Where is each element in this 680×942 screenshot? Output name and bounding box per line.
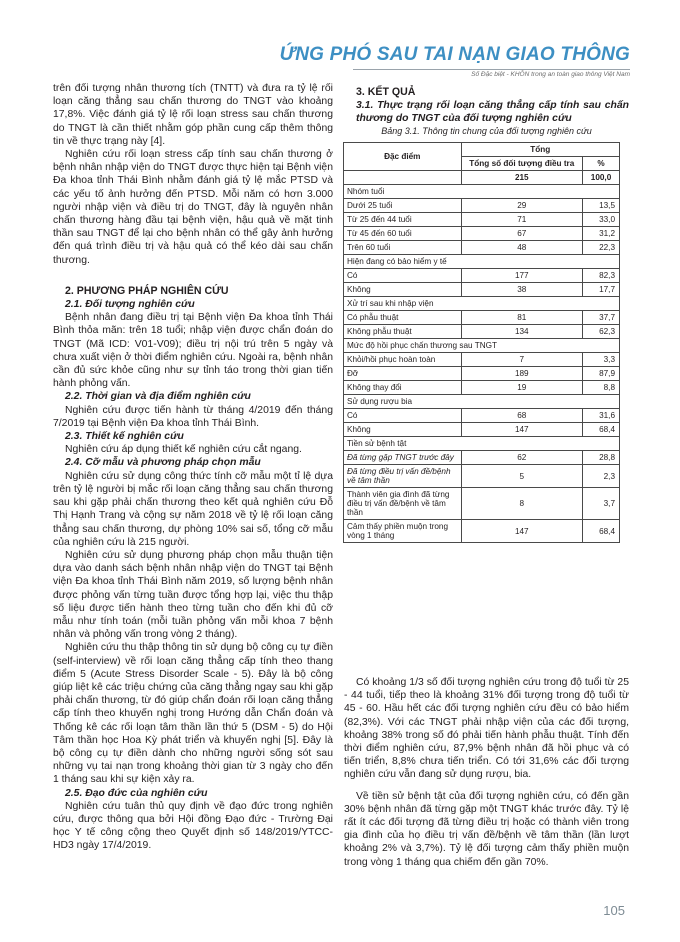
paragraph-2-3: Nghiên cứu áp dụng thiết kế nghiên cứu cắt ngang. (65, 444, 302, 456)
table-row (344, 367, 620, 381)
table-row (344, 325, 620, 339)
table-row (344, 283, 620, 297)
table-header-count: Tổng số đối tượng điều tra (461, 157, 583, 171)
table-row-count: 68 (461, 409, 583, 423)
running-header-subtitle: Số Đặc biệt - KHÔN trong an toàn giao thông Việt Nam (471, 71, 630, 78)
running-header-title: ỨNG PHÓ SAU TAI NẠN GIAO THÔNG (279, 44, 630, 65)
paragraph-2-4c: Nghiên cứu thu thập thông tin sử dụng bộ công cụ tự điền (self-interview) về rối loạn căng thẳng cấp tính theo thang điểm 5 (Acute Stress Disorder Scale - 5). Đây là bộ công giúp liệt kê các triệu chứng của căng thẳng ngay sau khi gặp phải chấn thương, từ đó giúp chẩn đoán rối loạn căng thẳng cấp tính theo khuyến nghị trong Hướng dẫn Chẩn đoán và Thống kê các rối loạn tâm thần lần thứ 5 (DSM - 5) do Hội Tâm thần học Hoa Kỳ phát triển và khuyến nghị [5]. Đây là bộ công cụ tự điền dành cho những người sống sót sau những vụ tai nạn trong khoảng thời gian từ 3 ngày cho đến 1 tháng sau khi sự kiện xảy ra. (53, 642, 333, 786)
subsection-heading-2-1: 2.1. Đối tượng nghiên cứu (65, 299, 195, 311)
results-paragraph-1: Có khoảng 1/3 số đối tượng nghiên cứu trong độ tuổi từ 25 - 44 tuổi, tiếp theo là khoảng 31% đối tượng trong độ tuổi từ 45 - 60. Hầu hết các đối tượng nghiên cứu đều có bảo hiểm (82,3%). Với các TNGT phải nhập viện của các đối tượng, khoảng 38% trong số đó phải tiến hành phẫu thuật. Tính đến thời điểm nghiên cứu, 87,9% bệnh nhân đã hồi phục và có tiến triển, 8,8% chưa tiến triển. Có tới 31,6% các đối tượng nghiên cứu vẫn đang sử dụng rượu, bia. (344, 677, 629, 781)
table-total-pct: 100,0 (583, 171, 620, 185)
section-heading-results: 3. KẾT QUẢ (356, 86, 416, 98)
table-row-pct: 8,8 (583, 381, 620, 395)
table-row (344, 451, 620, 465)
table-row-label: Đã từng gặp TNGT trước đây (344, 451, 462, 465)
table-row (344, 465, 620, 488)
table-header-total: Tổng (461, 143, 619, 157)
table-category-label: Hiện đang có bảo hiểm y tế (344, 255, 620, 269)
table-category-label: Xử trí sau khi nhập viện (344, 297, 620, 311)
table-row (344, 311, 620, 325)
table-row (344, 297, 620, 311)
table-row (344, 488, 620, 520)
paragraph-2-2: Nghiên cứu được tiến hành từ tháng 4/2019 đến tháng 7/2019 tại Bệnh viện Đa khoa tỉnh Thái Bình. (53, 404, 333, 429)
table-cell-empty (344, 171, 462, 185)
table-header-pct: % (583, 157, 620, 171)
table-row-count: 38 (461, 283, 583, 297)
table-category-label: Tiền sử bệnh tật (344, 437, 620, 451)
subsection-heading-2-5: 2.5. Đạo đức của nghiên cứu (65, 787, 208, 799)
table-row-label: Trên 60 tuổi (344, 241, 462, 255)
table-row (344, 255, 620, 269)
table-row-count: 81 (461, 311, 583, 325)
table-row-count: 147 (461, 520, 583, 543)
table-row-label: Không thay đổi (344, 381, 462, 395)
results-paragraph-2: Về tiền sử bệnh tật của đối tượng nghiên cứu, có đến gần 30% bệnh nhân đã từng gặp một TNGT khác trước đây. Tỷ lệ rất ít các đối tượng đã từng điều trị hoặc có thành viên trong gia đình của họ điều trị vấn đề/bệnh về tâm thần (lần lượt khoảng 2% và 3,7%). Tỷ lệ đối tượng cảm thấy phiền muộn trong vòng 1 tháng qua chiếm đến gần 70%. (344, 790, 629, 868)
table-row-count: 48 (461, 241, 583, 255)
table-row-count: 134 (461, 325, 583, 339)
table-row-count: 67 (461, 227, 583, 241)
table-row-count: 29 (461, 199, 583, 213)
table-row-count: 62 (461, 451, 583, 465)
table-row (344, 241, 620, 255)
table-row-pct: 17,7 (583, 283, 620, 297)
table-row (344, 395, 620, 409)
table-row-pct: 31,6 (583, 409, 620, 423)
paragraph-2-1: Bệnh nhân đang điều trị tại Bệnh viện Đa khoa tỉnh Thái Bình thỏa mãn: trên 18 tuổi; nhập viện được chẩn đoán do TNGT (Mã ICD: V01-V09); điều trị nội trú trên 5 ngày và chưa xuất viện ở thời điểm nghiên cứu. Ngoài ra, bệnh nhân cần đủ sức khỏe cũng như sự tỉnh táo trong thời gian tiến hành phỏng vấn. (53, 312, 333, 390)
section-heading-methods: 2. PHƯƠNG PHÁP NGHIÊN CỨU (65, 284, 229, 297)
subsection-heading-2-4: 2.4. Cỡ mẫu và phương pháp chọn mẫu (65, 457, 261, 469)
header-rule (353, 69, 630, 70)
table-row-label: Đã từng điều trị vấn đề/bệnh về tâm thần (344, 465, 462, 488)
paragraph-2-4b: Nghiên cứu sử dụng phương pháp chọn mẫu thuận tiện dựa vào danh sách bệnh nhân nhập viện do TNGT tại Bệnh viện Đa khoa tỉnh Thái Bình năm 2019, số lượng bệnh nhân được phỏng vấn từng tuần được tổng hợp lại, việc thu thập số liệu được tiến hành theo từng tuần cho đến khi đủ cỡ mẫu như tính toán (mỗi tuần phỏng vấn mỗi khoa 7 bệnh nhân và phỏng vấn trong vòng 2 tháng). (53, 549, 333, 641)
intro-paragraph-2: Nghiên cứu rối loạn stress cấp tính sau chấn thương ở bệnh nhân nhập viện do TNGT được thực hiện tại Bệnh viện Đa khoa tỉnh Thái Bình nhằm đánh giá tỷ lệ mắc PTSD và các yếu tố ảnh hưởng đến PTSD. Mỗi năm có hơn 3.000 người nhập viện và điều trị do TNGT, đây là nguyên nhân chấn thương hàng đầu tại bệnh viện, hậu quả về mặt tinh thần sau TNGT để lại cho bệnh nhân có thể gây ảnh hưởng đến quá trình điều trị và hậu quả có thể kéo dài sau chấn thương. (53, 149, 333, 266)
table-category-label: Mức độ hồi phục chấn thương sau TNGT (344, 339, 620, 353)
table-row-pct: 28,8 (583, 451, 620, 465)
table-general-info (343, 142, 620, 543)
subsection-heading-3-1: 3.1. Thực trạng rối loạn căng thẳng cấp tính sau chấn thương do TNGT của đối tượng nghiên cứu (356, 100, 629, 125)
intro-paragraph-1: trên đối tượng nhân thương tích (TNTT) và đưa ra tỷ lệ rối loạn căng thẳng sau chấn thương do TNGT vào khoảng 17,8%. Việc đánh giá tỷ lệ rối loạn stress sau chấn thương do TNGT là cần thiết nhằm góp phần cung cấp thêm thông tin về thực trạng này [4]. (53, 83, 333, 147)
table-row (344, 269, 620, 283)
table-total-count: 215 (461, 171, 583, 185)
table-row-label: Từ 45 đến 60 tuổi (344, 227, 462, 241)
table-row (344, 199, 620, 213)
table-caption: Bảng 3.1. Thông tin chung của đối tượng nghiên cứu (381, 126, 592, 137)
right-column-top (344, 82, 629, 138)
table-row-label: Từ 25 đến 44 tuổi (344, 213, 462, 227)
table-row-count: 5 (461, 465, 583, 488)
paragraph-2-5: Nghiên cứu tuân thủ quy định về đạo đức trong nghiên cứu, được thông qua bởi Hội đồng Đạo đức - Trường Đại học Y tế công cộng theo Quyết định số 148/2019/YTCC-HD3 ngày 17/4/2019. (53, 800, 333, 852)
subsection-heading-2-2: 2.2. Thời gian và địa điểm nghiên cứu (65, 391, 251, 403)
table-row-label: Có (344, 409, 462, 423)
table-category-label: Nhóm tuổi (344, 185, 620, 199)
paragraph-2-4a: Nghiên cứu sử dụng công thức tính cỡ mẫu một tỉ lệ dựa trên tỷ lệ người bị mắc rối loạn căng thẳng sau chấn thương sau khi gặp phải chấn thương theo kết quả nghiên cứu Đỗ Thị Hạnh Trang và cộng sự năm 2018 về tỷ lệ rối loạn căng thẳng sau chấn thương, dự phòng 10% sai số, tổng cỡ mẫu của nghiên cứu là 215 người. (53, 470, 333, 548)
table-row-pct: 87,9 (583, 367, 620, 381)
table-row-label: Không phẫu thuật (344, 325, 462, 339)
table-row-pct: 22,3 (583, 241, 620, 255)
table-row-label: Dưới 25 tuổi (344, 199, 462, 213)
table-row-label: Không (344, 423, 462, 437)
table-row (344, 339, 620, 353)
table-row-label: Có phẫu thuật (344, 311, 462, 325)
table-row (344, 520, 620, 543)
table-row-pct: 82,3 (583, 269, 620, 283)
table-row-pct: 2,3 (583, 465, 620, 488)
table-row-pct: 3,7 (583, 488, 620, 520)
table-row-pct: 13,5 (583, 199, 620, 213)
table-row-count: 177 (461, 269, 583, 283)
table-row-count: 8 (461, 488, 583, 520)
table-row-label: Cảm thấy phiền muộn trong vòng 1 tháng (344, 520, 462, 543)
left-column (53, 82, 333, 853)
table-row (344, 423, 620, 437)
table-row-label: Thành viên gia đình đã từng điều trị vấn đề/bệnh về tâm thần (344, 488, 462, 520)
table-row-count: 189 (461, 367, 583, 381)
table-row-pct: 31,2 (583, 227, 620, 241)
right-column-bottom (344, 676, 629, 869)
table-category-label: Sử dụng rượu bia (344, 395, 620, 409)
table-row-label: Đỡ (344, 367, 462, 381)
table-row-pct: 3,3 (583, 353, 620, 367)
page-number: 105 (603, 903, 625, 918)
table-row-count: 7 (461, 353, 583, 367)
table-row (344, 381, 620, 395)
table-row (344, 353, 620, 367)
table-row (344, 213, 620, 227)
table-row-pct: 33,0 (583, 213, 620, 227)
table-row-pct: 37,7 (583, 311, 620, 325)
table-row-pct: 68,4 (583, 423, 620, 437)
table-header-feature: Đặc điểm (344, 143, 462, 171)
table-row-pct: 68,4 (583, 520, 620, 543)
table-row (344, 185, 620, 199)
table-row (344, 227, 620, 241)
table-row-count: 71 (461, 213, 583, 227)
subsection-heading-2-3: 2.3. Thiết kế nghiên cứu (65, 431, 184, 443)
table-row-count: 19 (461, 381, 583, 395)
table-row-count: 147 (461, 423, 583, 437)
table-row-label: Không (344, 283, 462, 297)
table-row-label: Khỏi/hồi phục hoàn toàn (344, 353, 462, 367)
table-row-pct: 62,3 (583, 325, 620, 339)
table-row (344, 437, 620, 451)
table-row-label: Có (344, 269, 462, 283)
table-row (344, 409, 620, 423)
